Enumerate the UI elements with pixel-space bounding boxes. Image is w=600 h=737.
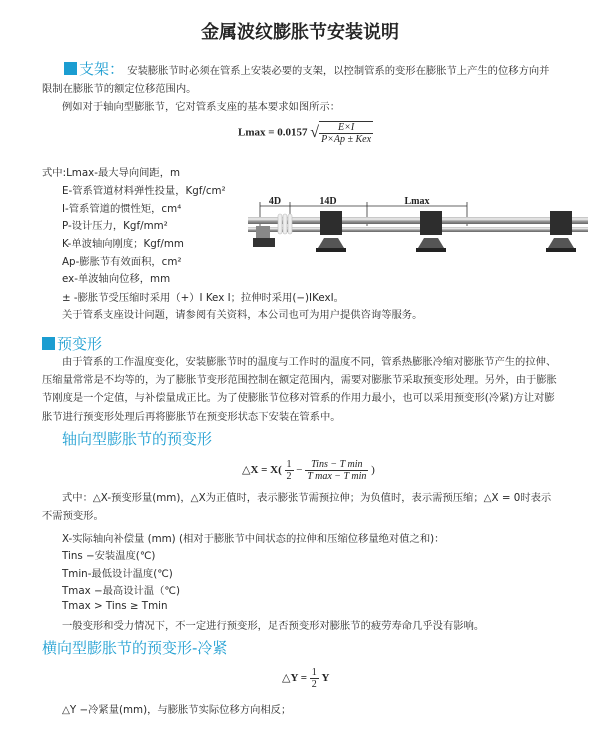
dim-label-4d: 4D xyxy=(268,196,282,207)
predeform-heading-text: 预变形 xyxy=(57,335,103,353)
predeform-paragraph: 由于管系的工作温度变化，安装膨胀节时的温度与工作时的温度不同，管系热膨胀冷缩对膨胀节产生的拉伸、压缩量常常是不均等的，为了膨胀节变形范围控制在额定范围内，需要对膨胀节采取预变形处理。另外，由于膨胀节刚度是一个定值，与补偿量成正比。为了使膨胀节位移对管系的作用力最小，也可以采用预变形(冷紧)方让对膨胀节进行预变形处理后再将膨胀节在预变形状态下安装在管系中。 xyxy=(42,356,557,423)
support-section-line1 xyxy=(64,58,549,79)
lmax-formula xyxy=(238,121,373,145)
formula-rhs: Y xyxy=(321,672,330,685)
legend-line: I-管系管道的惯性矩，cm⁴ xyxy=(62,203,182,215)
support-text-line2: 限制在膨胀节的额定位移范围内。 xyxy=(42,83,197,95)
delta-y-formula xyxy=(282,667,329,690)
variable-line: Tmax > Tins ≥ Tmin xyxy=(62,600,168,612)
legend-line: Ap-膨胀节有效面积，cm² xyxy=(62,256,182,268)
bellows xyxy=(278,214,292,234)
legend-line: ex-单波轴向位移，mm xyxy=(62,273,171,285)
half-fraction xyxy=(310,667,319,690)
support-heading-text: 支架： xyxy=(79,60,125,78)
sqrt-icon: √ xyxy=(310,124,320,141)
close-paren: ) xyxy=(371,464,375,477)
delta-y-explanation: △Y −冷紧量(mm)，与膨胀节实际位移方向相反； xyxy=(62,704,292,716)
half-numerator: 1 xyxy=(286,459,292,470)
delta-x-formula xyxy=(242,459,375,482)
dim-label-14d: 14D xyxy=(319,196,337,207)
support-heading xyxy=(64,60,124,78)
temp-numerator: Tins − T min xyxy=(305,459,368,471)
pipe-bottom xyxy=(248,227,588,232)
half-fraction xyxy=(285,459,294,482)
formula-fraction xyxy=(319,121,373,145)
variable-line: Tmax −最高设计温（℃) xyxy=(62,585,180,597)
fraction-denominator: P×Ap ± Kex xyxy=(321,134,372,145)
variable-line: Tins −安装温度(℃) xyxy=(62,550,156,562)
legend-line: P-设计压力，Kgf/mm² xyxy=(62,220,168,232)
legend-line: ± -膨胀节受压缩时采用（+）I Kex I；拉伸时采用(−)IKexI。 xyxy=(62,292,344,304)
variable-line: X-实际轴向补偿量 (mm) (相对于膨胀节中间状态的拉伸和压缩位移量绝对值之和)： xyxy=(62,533,445,545)
half-denominator: 2 xyxy=(311,679,317,690)
temp-denominator: T max − T min xyxy=(307,471,367,482)
temperature-fraction xyxy=(305,459,368,482)
square-bullet-icon xyxy=(64,62,77,75)
legend-line: K-单波轴向刚度；Kgf/mm xyxy=(62,238,184,250)
support-text-line1: 安装膨胀节时必须在管系上安装必要的支架，以控制管系的变形在膨胀节上产生的位移方向并 xyxy=(127,65,550,77)
variable-line: Tmin-最低设计温度(℃) xyxy=(62,568,173,580)
dim-label-lmax: Lmax xyxy=(404,196,430,207)
legend-line: E-管系管道材料弹性投量，Kgf/cm² xyxy=(62,185,226,197)
legend-line: 关于管系支座设计问题，请参阅有关资料，本公司也可为用户提供咨询等服务。 xyxy=(62,309,423,321)
formula-lhs: △Y = xyxy=(282,672,308,685)
variable-line: 一般变形和受力情况下，不一定进行预变形，足否预变形对膨胀节的疲劳寿命几乎没有影响。 xyxy=(62,620,485,632)
pipe-top xyxy=(248,217,588,224)
lateral-predeform-heading: 横向型膨胀节的预变形-冷紧 xyxy=(42,639,228,657)
legend-line: 式中:Lmax-最大导向间距，m xyxy=(42,167,181,179)
page-title: 金属波纹膨胀节安装说明 xyxy=(201,22,399,43)
half-numerator: 1 xyxy=(311,667,317,678)
pipe-support-diagram xyxy=(248,196,588,264)
fraction-numerator: E×I xyxy=(319,122,373,134)
square-bullet-icon xyxy=(42,337,55,350)
predeform-heading xyxy=(42,333,102,354)
delta-x-explanation: 式中：△X-预变形量(mm)，△X为正值时，表示膨张节需预拉伸；为负值时，表示需预压缩；△X = 0时表示不需预变形。 xyxy=(42,492,552,523)
formula-lhs: △X = X( xyxy=(242,464,282,477)
half-denominator: 2 xyxy=(286,471,292,482)
support-example: 例如对于轴向型膨胀节，它对管系支座的基本要求如图所示： xyxy=(62,101,341,113)
fixed-support xyxy=(253,238,275,247)
formula-lhs: Lmax = 0.0157 xyxy=(238,126,308,139)
axial-predeform-heading: 轴向型膨胀节的预变形 xyxy=(62,430,213,448)
anchor-block xyxy=(256,226,270,238)
minus-sign: − xyxy=(296,464,303,477)
